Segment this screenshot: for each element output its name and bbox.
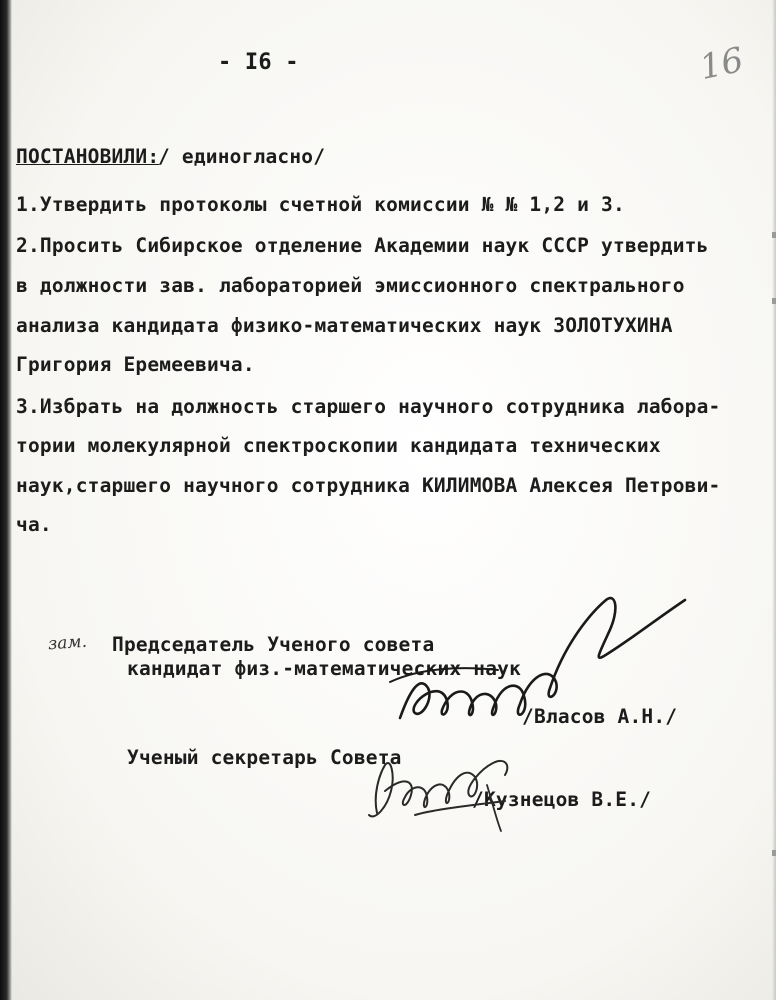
secretary-signature [355,735,535,835]
chair-name: /Власов А.Н./ [522,705,678,728]
handwritten-deputy-annotation: зам. [47,631,88,655]
chair-title: Председатель Ученого совета [112,633,435,656]
resolution-line: наук,старшего научного сотрудника КИЛИМОВА Алексея Петрови- [16,474,721,497]
resolution-line: анализа кандидата физико-математических наук ЗОЛОТУХИНА [16,314,673,337]
scan-mark [772,850,776,856]
secretary-name: /Кузнецов В.Е./ [472,788,652,811]
resolution-line: в должности зав. лабораторией эмиссионного спектрального [16,274,685,297]
resolution-line: 1.Утвердить протоколы счетной комиссии № № 1,2 и 3. [16,193,625,216]
chair-degree: кандидат физ.-математических наук [127,657,522,680]
resolution-line: 3.Избрать на должность старшего научного сотрудника лабора- [16,395,721,418]
scan-mark [772,298,776,304]
secretary-title: Ученый секретарь Совета [127,746,402,769]
resolution-line: 2.Просить Сибирское отделение Академии наук СССР утвердить [16,234,709,257]
resolution-vote-note: / единогласно/ [158,145,326,168]
resolution-line: тории молекулярной спектроскопии кандидата технических [16,434,661,457]
page-number: - I6 - [218,50,299,75]
chair-signature [380,570,700,740]
binding-shadow [0,0,12,1000]
resolution-line: ча. [16,513,52,536]
scan-mark [772,232,776,238]
handwritten-folio-number: 16 [696,39,747,89]
resolution-line: Григория Еремеевича. [16,353,255,376]
resolution-heading: ПОСТАНОВИЛИ: [16,145,160,168]
